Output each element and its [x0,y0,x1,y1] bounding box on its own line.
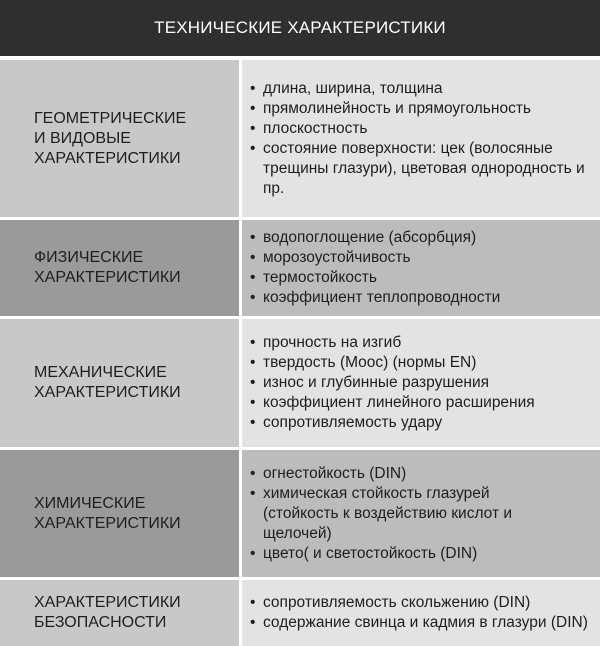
list-item: • термостойкость [250,268,592,288]
table-row-safety [0,580,600,646]
row-label-line: ХАРАКТЕРИСТИКИ [34,149,181,167]
row-items-cell [242,319,600,447]
list-item: • огнестойкость (DIN) [250,464,592,484]
table-row-physical [0,220,600,316]
list-item: • износ и глубинные разрушения [250,373,592,393]
row-label-line: ГЕОМЕТРИЧЕСКИЕ [34,109,187,127]
bullet-list [250,333,592,433]
list-item: • состояние поверхности: цек (волосяные трещины глазури), цветовая однородность и пр. [250,139,592,199]
list-item: • химическая стойкость глазурей (стойкость к воздействию кислот и щелочей) [250,484,592,544]
row-label-line: МЕХАНИЧЕСКИЕ [34,364,167,381]
row-label-line: ХАРАКТЕРИСТИКИ [34,269,181,286]
list-item: • сопротивляемость скольжению (DIN) [250,593,592,613]
list-item: • длина, ширина, толщина [250,79,592,99]
row-items-cell [242,60,600,217]
table-header [0,0,600,56]
list-item: • прочность на изгиб [250,333,592,353]
bullet-list [250,79,592,199]
row-label-cell [0,450,239,577]
table-title: ТЕХНИЧЕСКИЕ ХАРАКТЕРИСТИКИ [154,18,446,37]
table-row-mechanical [0,319,600,447]
row-label-line: ХАРАКТЕРИСТИКИ [34,384,181,401]
row-label-line: ХИМИЧЕСКИЕ [34,494,146,512]
list-item: • водопоглощение (абсорбция) [250,228,592,248]
table-row-geometric [0,60,600,217]
list-item: • морозоустойчивость [250,248,592,268]
row-label-line: ХАРАКТЕРИСТИКИ [34,514,181,532]
bullet-list [250,593,592,633]
bullet-list [250,228,592,308]
row-items-cell [242,450,600,577]
row-items-cell [242,580,600,646]
list-item: • коэффициент линейного расширения [250,393,592,413]
list-item: • прямолинейность и прямоугольность [250,99,592,119]
row-label-cell [0,220,239,316]
list-item: • коэффициент теплопроводности [250,288,592,308]
row-items-cell [242,220,600,316]
list-item: • содержание свинца и кадмия в глазури (DIN) [250,613,592,633]
list-item: • плоскостность [250,119,592,139]
row-label-line: БЕЗОПАСНОСТИ [34,614,167,631]
row-label-line: ХАРАКТЕРИСТИКИ [34,594,181,611]
row-label-line: И ВИДОВЫЕ [34,129,131,147]
row-label-line: ФИЗИЧЕСКИЕ [34,249,144,266]
row-label-cell [0,580,239,646]
list-item: • твердость (Моос) (нормы EN) [250,353,592,373]
list-item: • сопротивляемость удару [250,413,592,433]
bullet-list [250,464,592,564]
list-item: • цвето( и светостойкость (DIN) [250,544,592,564]
row-label-cell [0,319,239,447]
table-row-chemical [0,450,600,577]
row-label-cell [0,60,239,217]
